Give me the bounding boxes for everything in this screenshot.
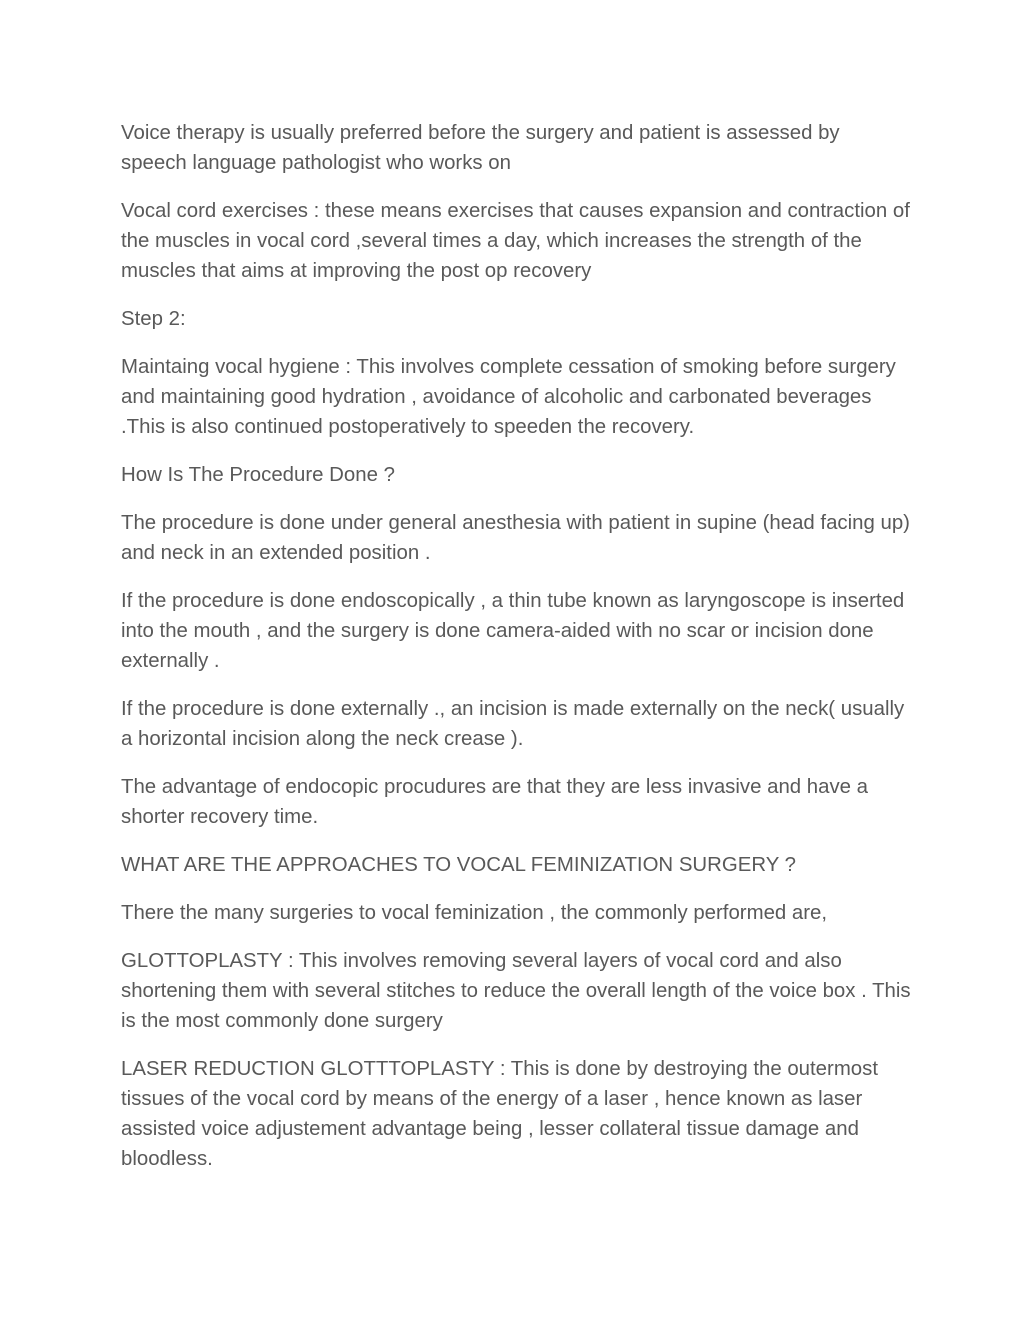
paragraph-glottoplasty: GLOTTOPLASTY : This involves removing several layers of vocal cord and also shortening them with several stitches to reduce the overall length of the voice box . This is the most commonly done surgery [121,950,911,1032]
heading-approaches: WHAT ARE THE APPROACHES TO VOCAL FEMINIZATION SURGERY ? [121,854,796,876]
paragraph-endoscopic: If the procedure is done endoscopically , a thin tube known as laryngoscope is inserted into the mouth , and the surgery is done camera-aided with no scar or incision done externally . [121,590,905,672]
paragraph-laser-reduction: LASER REDUCTION GLOTTTOPLASTY : This is done by destroying the outermost tissues of the vocal cord by means of the energy of a laser , hence known as laser assisted voice adjustement advantage being , lesser collateral tissue damage and bloodless. [121,1058,879,1170]
paragraph-advantage: The advantage of endocopic procudures are that they are less invasive and have a shorter recovery time. [121,776,869,828]
heading-how-procedure-done: How Is The Procedure Done ? [121,464,395,486]
paragraph-vocal-hygiene: Maintaing vocal hygiene : This involves complete cessation of smoking before surgery and maintaining good hydration , avoidance of alcoholic and carbonated beverages .This is also continued postoperatively to speeden the recovery. [121,356,896,438]
paragraph-vocal-cord-exercises: Vocal cord exercises : these means exercises that causes expansion and contraction of the muscles in vocal cord ,several times a day, which increases the strength of the muscles that aims at improving the post op recovery [121,200,910,282]
paragraph-voice-therapy: Voice therapy is usually preferred before the surgery and patient is assessed by speech language pathologist who works on [121,122,840,174]
paragraph-external: If the procedure is done externally ., an incision is made externally on the neck( usually a horizontal incision along the neck crease ). [121,698,905,750]
paragraph-many-surgeries: There the many surgeries to vocal feminization , the commonly performed are, [121,902,828,924]
document-body [121,118,911,1192]
paragraph-general-anesthesia: The procedure is done under general anesthesia with patient in supine (head facing up) and neck in an extended position . [121,512,910,564]
paragraph-step-2: Step 2: [121,308,186,330]
